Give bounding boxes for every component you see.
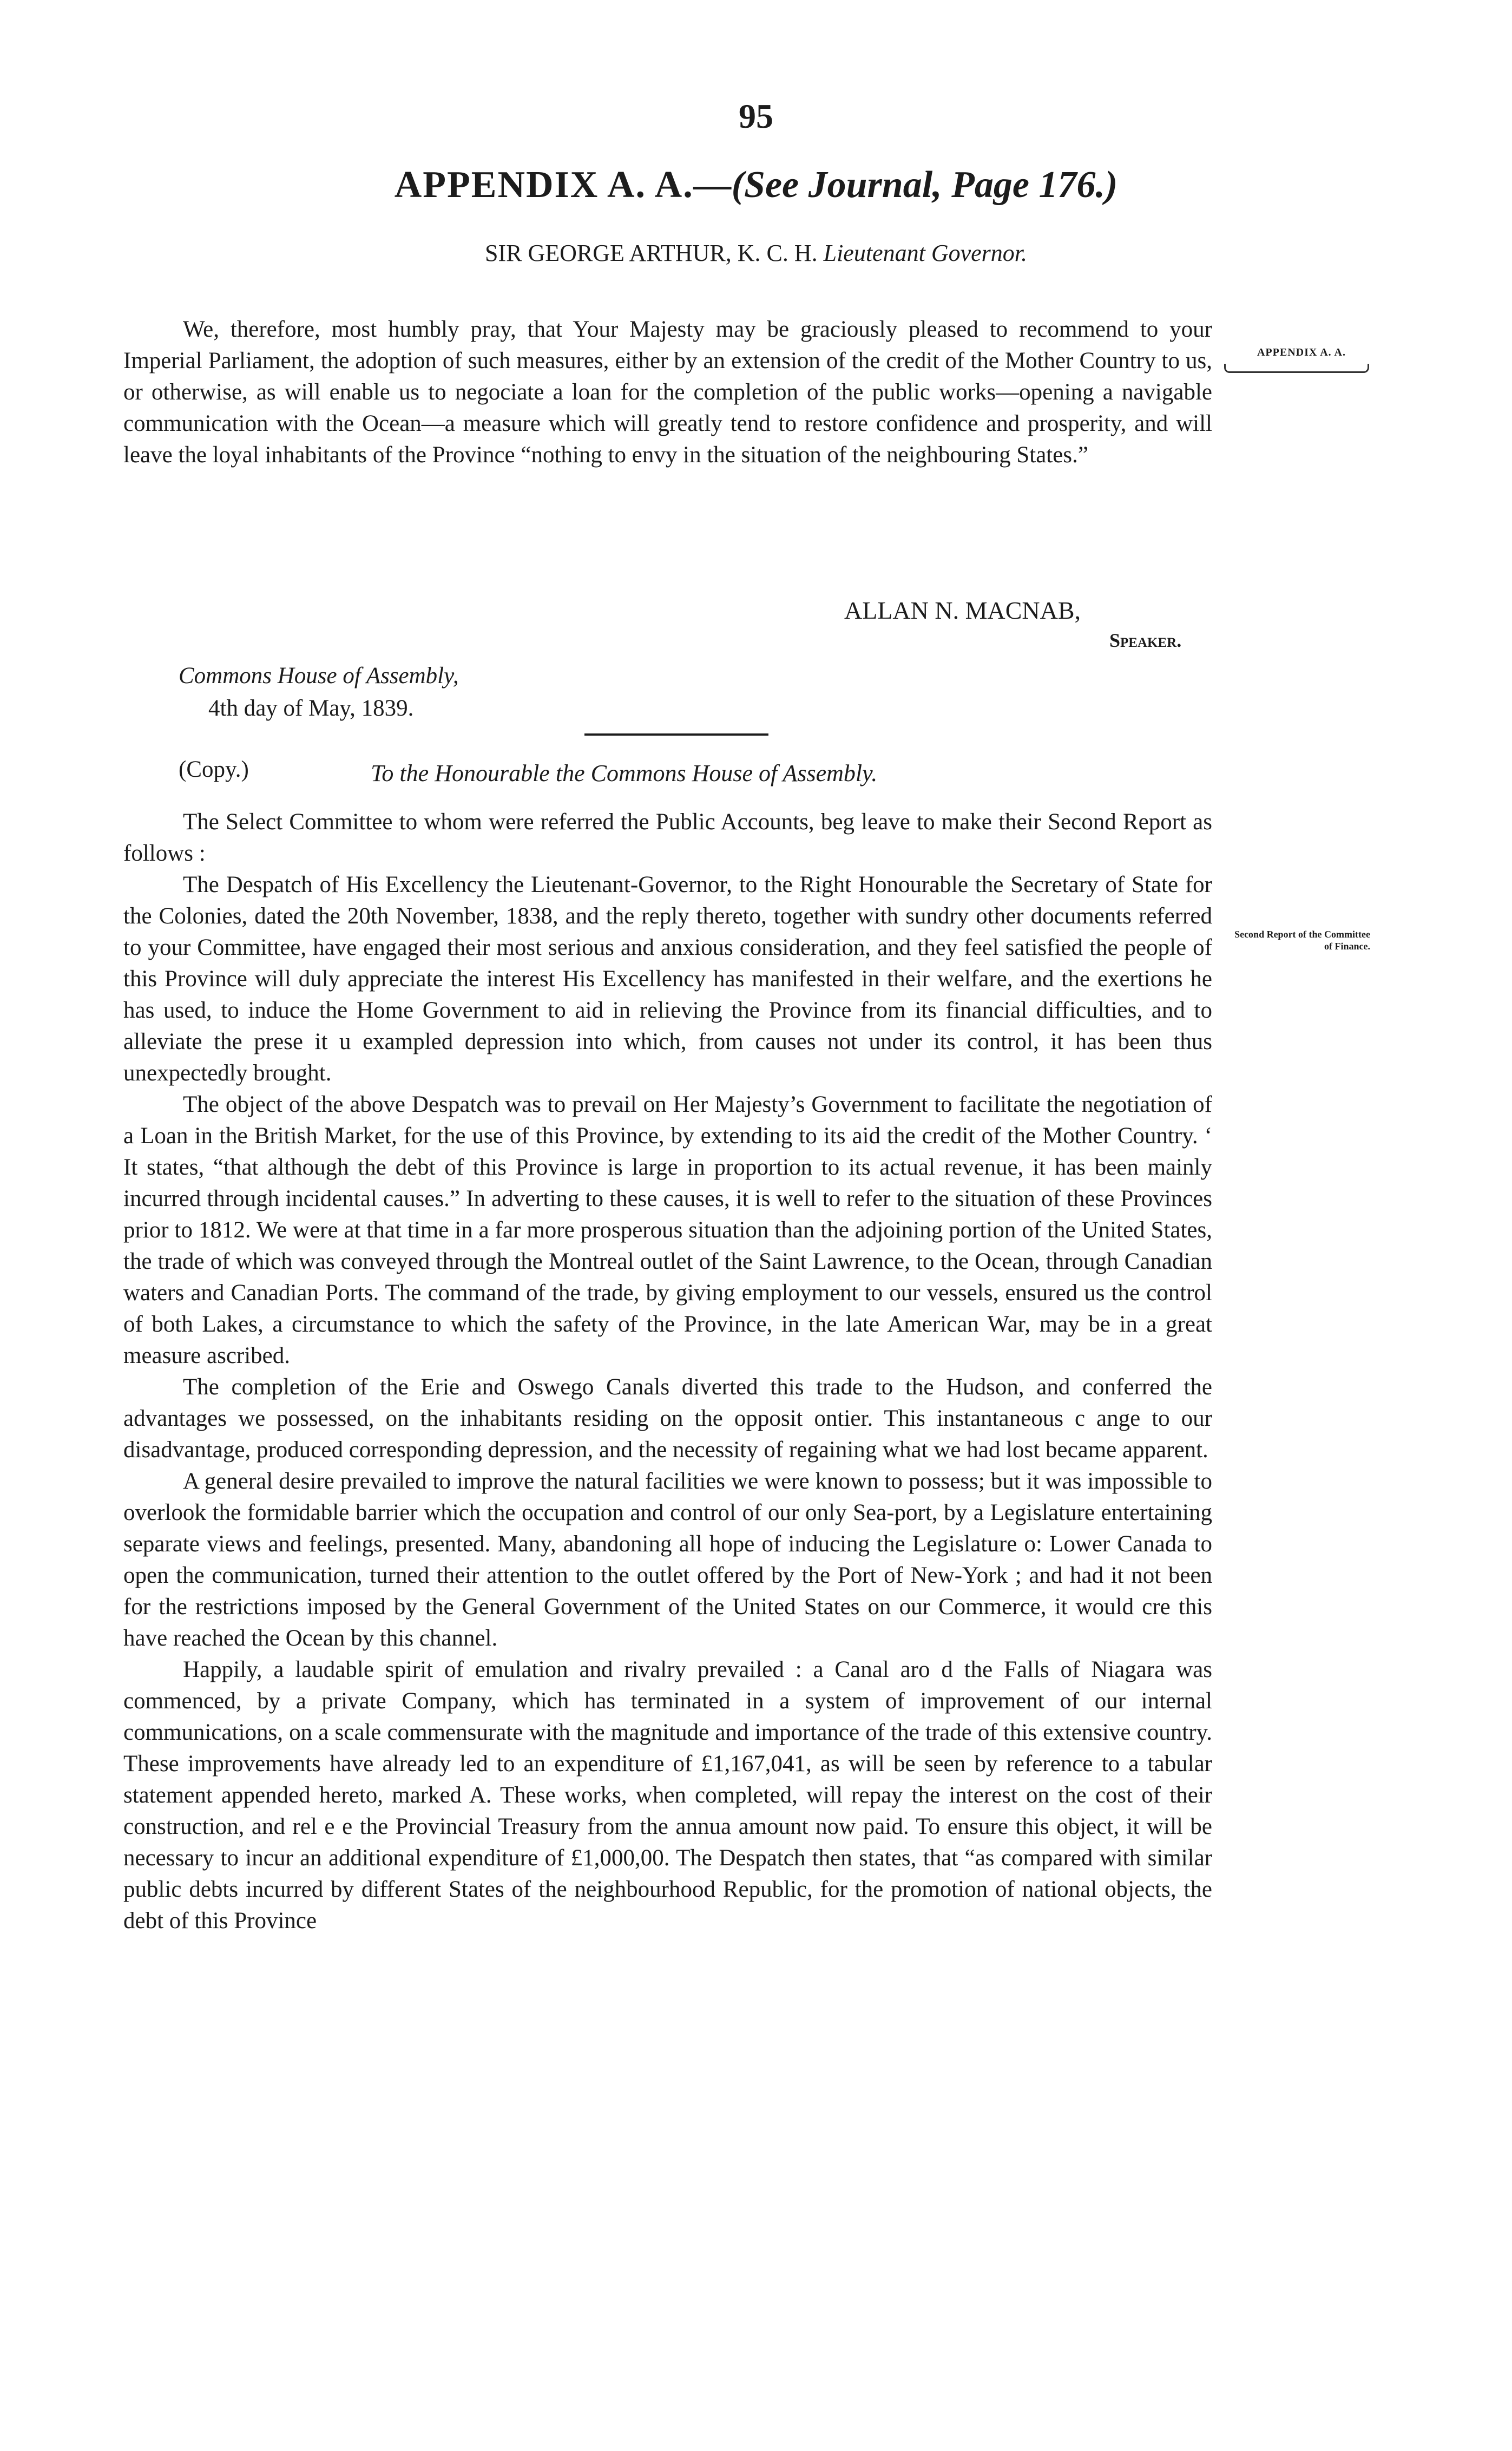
margin-note-second-report: Second Report of the Committee of Finance.: [1234, 929, 1370, 952]
report-paragraph: Happily, a laudable spirit of emulation and rivalry prevailed : a Canal aro d the Falls of Niagara was commenced, by a private Company, which has terminated in a system of improvement of our internal communications, on a scale commensurate with the magnitude and importance of the trade of this extensive country. These improvements have already led to an expenditure of £1,167,041, as will be seen by reference to a tabular statement appended hereto, marked A. These works, when completed, will repay the interest on the cost of their construction, and rel e e the Provincial Treasury from the annua amount now paid. To ensure this object, it will be necessary to incur an additional expenditure of £1,000,00. The Despatch then states, that “as compared with similar public debts incurred by different States of the neighbourhood Republic, for the promotion of national objects, the debt of this Province: [123, 1657, 1212, 1934]
address-line: To the Honourable the Commons House of Assembly.: [371, 760, 878, 787]
report-paragraph: The object of the above Despatch was to prevail on Her Majesty’s Government to facilitate the negotiation of a Loan in the British Market, for the use of this Province, by extending to its aid the credit of the Mother Country. ‘ It states, “that although the debt of this Province is large in proportion to its actual revenue, it has been mainly incurred through incidental causes.” In adverting to these causes, it is well to refer to the situation of these Provinces prior to 1812. We were at that time in a far more prosperous situation than the adjoining portion of the United States, the trade of which was conveyed through the Montreal outlet of the Saint Lawrence, to the Ocean, through Canadian waters and Canadian Ports. The command of the trade, by giving employment to our vessels, ensured us the control of both Lakes, a circumstance to which the safety of the Province, in the late American War, may be in a great measure ascribed.: [123, 1092, 1212, 1368]
petition-text: [123, 314, 1212, 471]
governor-title: Lieutenant Governor.: [823, 240, 1028, 266]
report-paragraph: The completion of the Erie and Oswego Canals diverted this trade to the Hudson, and conferred the advantages we possessed, on the inhabitants residing on the opposit ontier. This instantaneous c ange to our disadvantage, produced corresponding depression, and the necessity of regaining what we had lost became apparent.: [123, 1374, 1212, 1463]
governor-name: SIR GEORGE ARTHUR, K. C. H.: [484, 240, 818, 266]
report-text: [123, 807, 1212, 1937]
journal-reference: —(See Journal, Page 176.): [693, 164, 1118, 206]
date-line: 4th day of May, 1839.: [208, 696, 414, 721]
petition-paragraph: We, therefore, most humbly pray, that Your Majesty may be graciously pleased to recommend to your Imperial Parliament, the adoption of such measures, either by an extension of the credit of the Mother Country to us, or otherwise, as will enable us to negociate a loan for the completion of the public works—opening a navigable communication with the Ocean—a measure which will greatly tend to restore confidence and prosperity, and will leave the loyal inhabitants of the Province “nothing to envy in the situation of the neighbouring States.”: [123, 317, 1212, 468]
copy-label: (Copy.): [179, 757, 249, 782]
report-paragraph: The Despatch of His Excellency the Lieutenant-Governor, to the Right Honourable the Secretary of State for the Colonies, dated the 20th November, 1838, and the reply thereto, together with sundry other documents referred to your Committee, have engaged their most serious and anxious consideration, and they feel satisfied the people of this Province will duly appreciate the interest His Excellency has manifested in their welfare, and the exertions he has used, to induce the Home Government to aid in relieving the Province from its financial difficulties, and to alleviate the prese it u exampled depression into which, from causes not under its control, it has been thus unexpectedly brought.: [123, 872, 1212, 1086]
margin-note-appendix: APPENDIX A. A.: [1257, 346, 1346, 358]
report-paragraph: A general desire prevailed to improve the natural facilities we were known to possess; but it was impossible to overlook the formidable barrier which the occupation and control of our only Sea-port, by a Legislature entertaining separate views and feelings, presented. Many, abandoning all hope of inducing the Legislature o: Lower Canada to open the communication, turned their attention to the outlet offered by the Port of New-York ; and had it not been for the restrictions imposed by the General Government of the United States on our Commerce, it would cre this have reached the Ocean by this channel.: [123, 1469, 1212, 1651]
place-line: Commons House of Assembly,: [179, 663, 459, 689]
governor-line: [0, 238, 1512, 268]
section-divider: [584, 733, 768, 736]
page-number: 95: [739, 97, 773, 135]
margin-brace: [1224, 364, 1369, 373]
appendix-heading: [0, 162, 1512, 208]
signature-title: Speaker.: [1109, 630, 1182, 651]
signature-name: ALLAN N. MACNAB,: [844, 597, 1081, 624]
appendix-title: APPENDIX A. A.: [394, 164, 694, 206]
report-paragraph: The Select Committee to whom were referred the Public Accounts, beg leave to make their Second Report as follows :: [123, 809, 1212, 866]
